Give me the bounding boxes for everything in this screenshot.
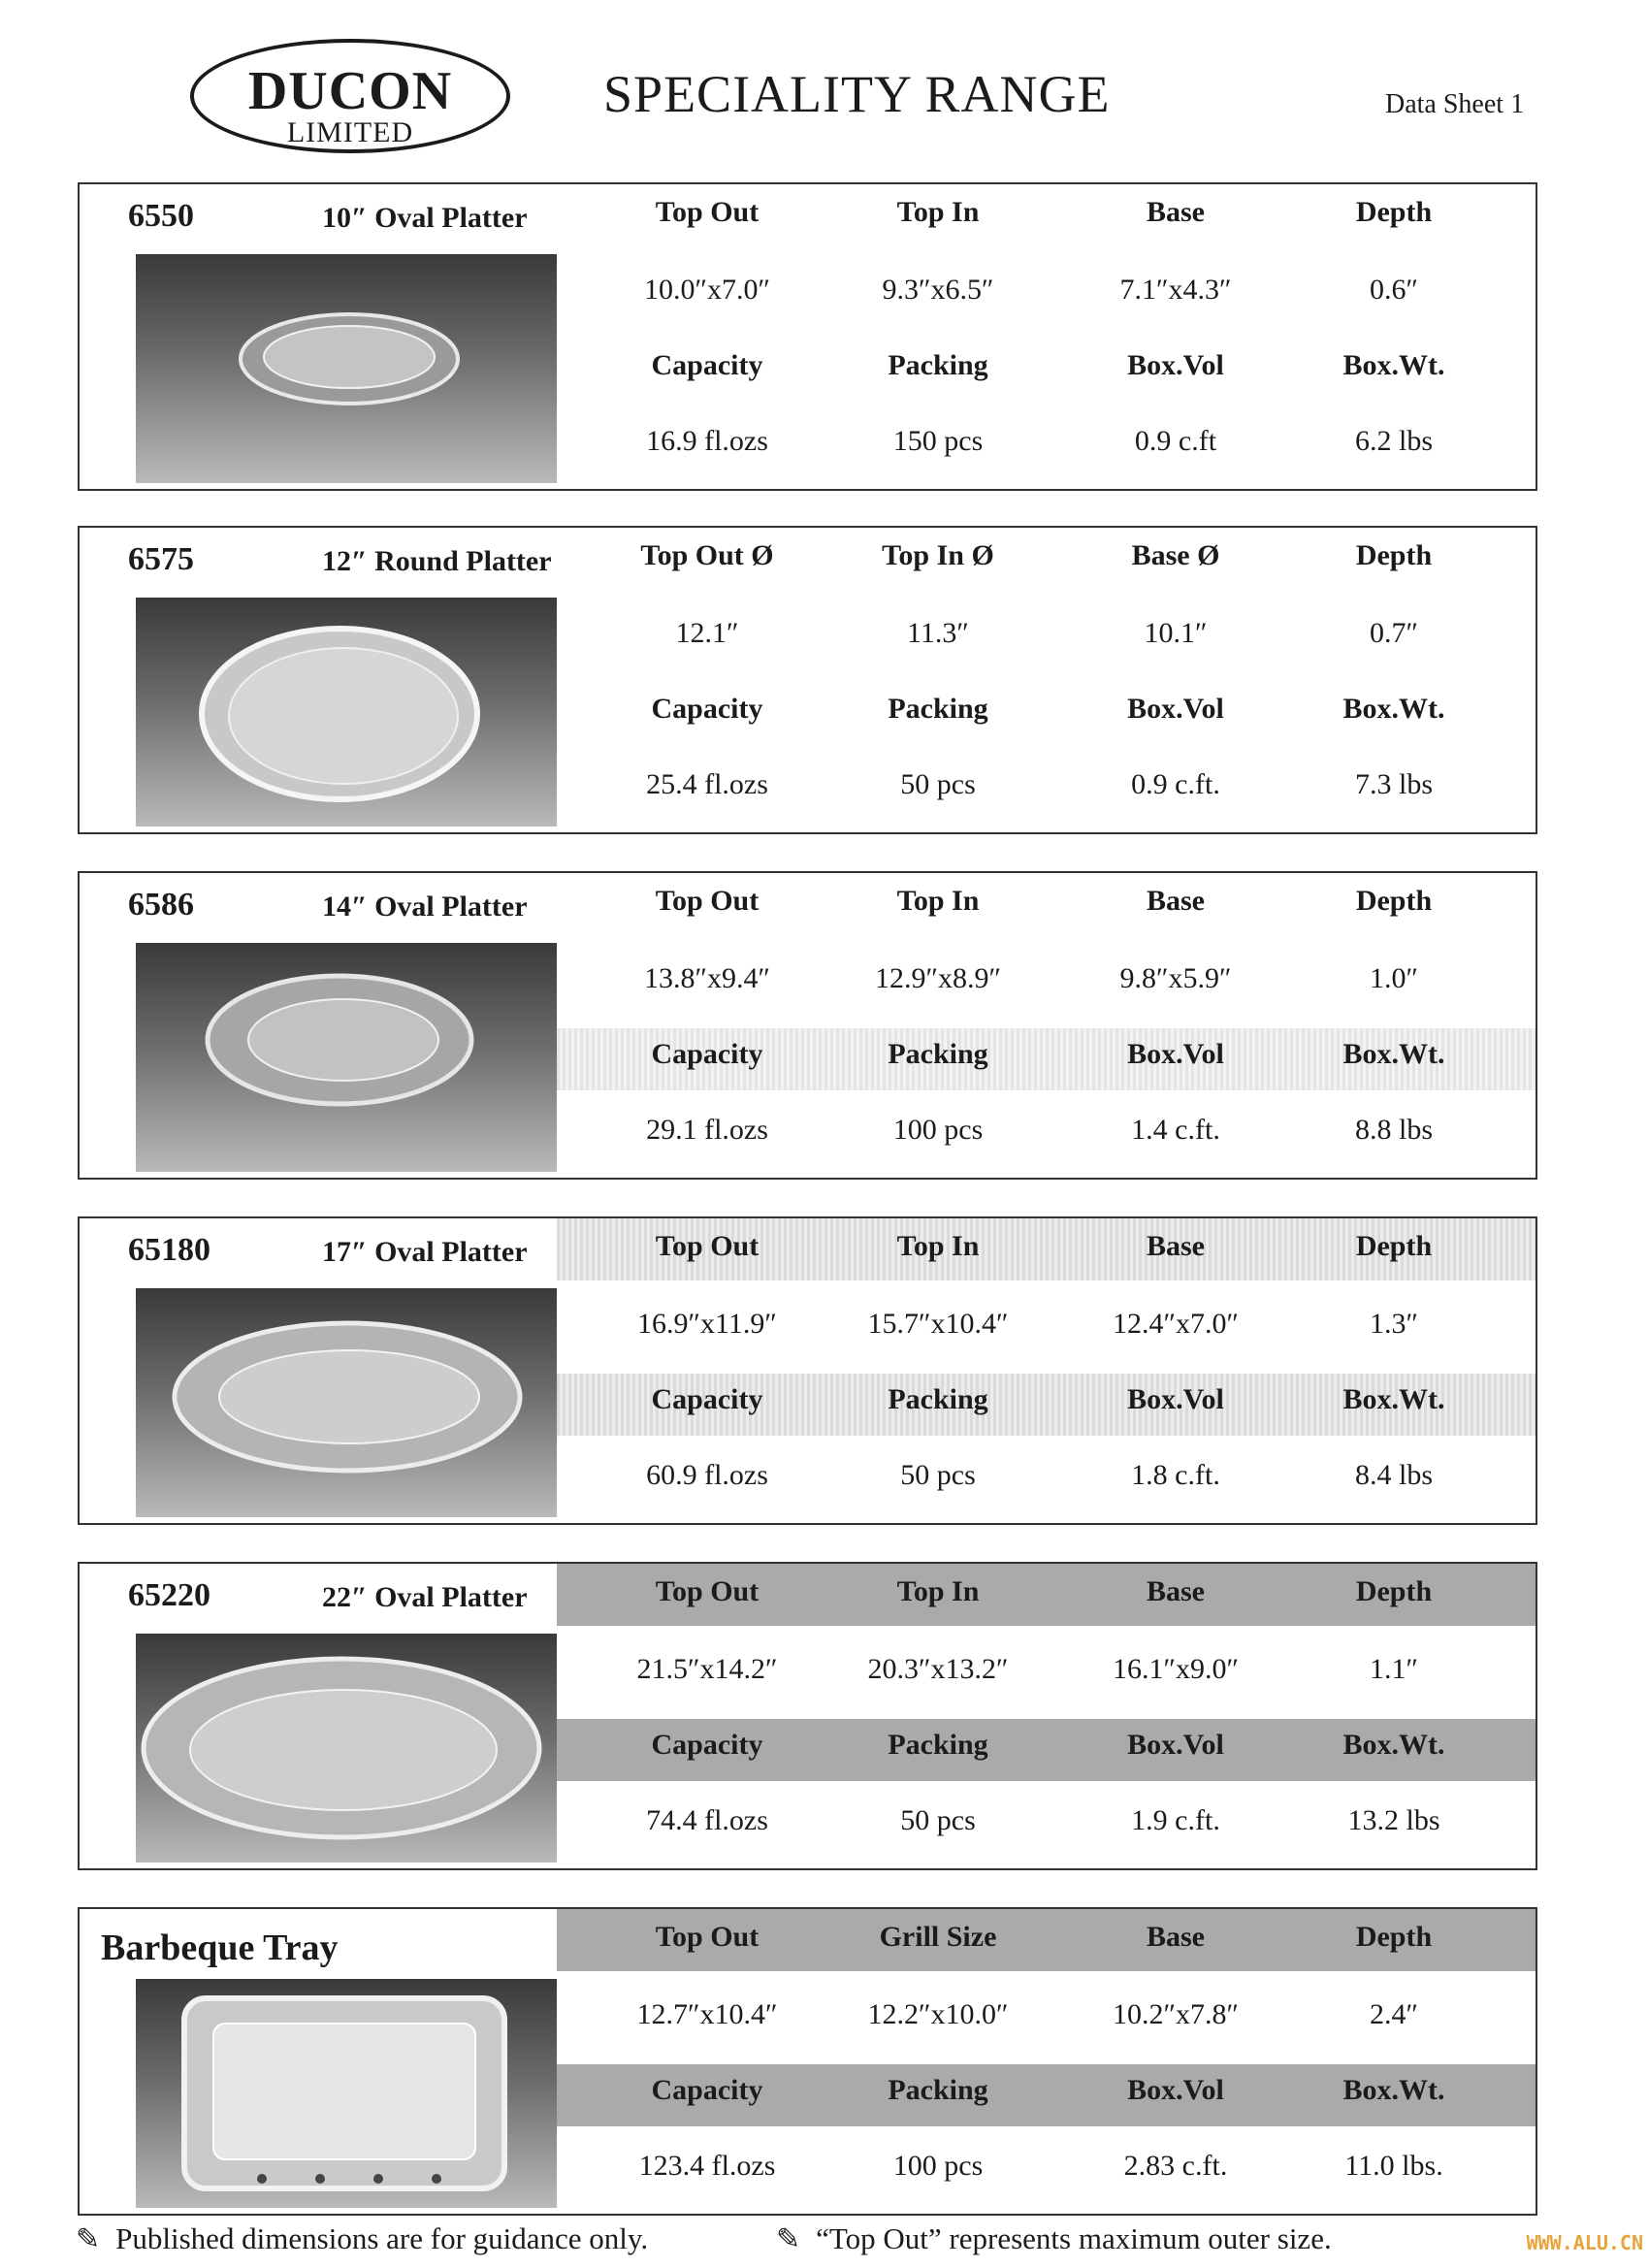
spec-header: Top Out (655, 885, 760, 917)
product-photo (136, 1634, 557, 1863)
spec-header: Box.Wt. (1342, 1729, 1445, 1761)
spec-value: 150 pcs (892, 425, 984, 457)
spec-value: 11.0 lbs. (1344, 2150, 1443, 2182)
spec-header: Top Out Ø (640, 539, 774, 571)
spec-header: Capacity (651, 349, 763, 381)
spec-header: Box.Wt. (1342, 349, 1445, 381)
product-block-barbeque-tray (78, 1907, 1537, 2216)
spec-value: 13.2 lbs (1347, 1804, 1440, 1836)
spec-header: Top Out (655, 1230, 760, 1262)
round-platter-image (136, 598, 557, 826)
spec-header: Base (1147, 1921, 1205, 1953)
spec-value: 12.7″x10.4″ (636, 1998, 778, 2030)
footer-note-text: Published dimensions are for guidance only. (115, 2221, 649, 2255)
spec-header: Box.Wt. (1342, 1383, 1445, 1415)
spec-value: 123.4 fl.ozs (638, 2150, 776, 2182)
spec-header: Box.Vol (1127, 693, 1224, 725)
product-photo (136, 943, 557, 1172)
spec-value: 8.4 lbs (1354, 1459, 1433, 1491)
spec-header: Grill Size (879, 1921, 997, 1953)
spec-header: Top Out (655, 1575, 760, 1607)
spec-value: 12.4″x7.0″ (1113, 1308, 1239, 1340)
spec-value: 10.1″ (1144, 617, 1208, 649)
product-photo (136, 1979, 557, 2208)
spec-header: Depth (1355, 1921, 1433, 1953)
oval-platter-image (136, 1288, 557, 1517)
product-block-6550 (78, 182, 1537, 491)
watermark: WWW.ALU.CN (1526, 2231, 1643, 2254)
spec-value: 50 pcs (900, 768, 976, 800)
spec-header: Box.Wt. (1342, 1038, 1445, 1070)
product-name: 22″ Oval Platter (322, 1581, 528, 1613)
product-code: 65180 (128, 1232, 210, 1268)
spec-header: Capacity (651, 693, 763, 725)
oval-platter-image (136, 943, 557, 1172)
product-name: 14″ Oval Platter (322, 891, 528, 923)
spec-header: Top In (896, 885, 980, 917)
spec-value: 2.4″ (1370, 1998, 1418, 2030)
spec-header: Packing (888, 1383, 988, 1415)
product-block-65220 (78, 1562, 1537, 1870)
spec-header: Capacity (651, 1383, 763, 1415)
spec-value: 11.3″ (907, 617, 969, 649)
spec-header: Depth (1355, 1575, 1433, 1607)
spec-value: 16.9″x11.9″ (637, 1308, 777, 1340)
page-title: SPECIALITY RANGE (603, 65, 1111, 123)
spec-value: 29.1 fl.ozs (646, 1114, 768, 1146)
spec-header: Top Out (655, 1921, 760, 1953)
product-name: 10″ Oval Platter (322, 202, 528, 234)
spec-header: Packing (888, 1038, 988, 1070)
spec-value: 12.1″ (675, 617, 739, 649)
spec-value: 100 pcs (892, 2150, 984, 2182)
footer-note-guidance (76, 2221, 648, 2256)
spec-value: 7.3 lbs (1354, 768, 1433, 800)
footer-note-top-out (776, 2221, 1332, 2256)
product-photo (136, 254, 557, 483)
spec-value: 1.0″ (1370, 962, 1418, 994)
ducon-logo (190, 39, 510, 153)
spec-value: 50 pcs (900, 1804, 976, 1836)
product-code: 65220 (128, 1577, 210, 1613)
spec-value: 10.0″x7.0″ (644, 274, 770, 306)
spec-header: Box.Vol (1127, 1729, 1224, 1761)
spec-value: 74.4 fl.ozs (646, 1804, 768, 1836)
spec-value: 13.8″x9.4″ (644, 962, 770, 994)
spec-header: Base (1147, 885, 1205, 917)
spec-header: Box.Vol (1127, 349, 1224, 381)
spec-value: 0.9 c.ft (1134, 425, 1217, 457)
product-name: 17″ Oval Platter (322, 1236, 528, 1268)
product-code: 6586 (128, 887, 194, 923)
spec-header: Top In (896, 196, 980, 228)
spec-value: 25.4 fl.ozs (646, 768, 768, 800)
spec-value: 10.2″x7.8″ (1113, 1998, 1239, 2030)
spec-value: 16.1″x9.0″ (1113, 1653, 1239, 1685)
product-block-65180 (78, 1216, 1537, 1525)
product-name: Barbeque Tray (101, 1928, 339, 1968)
spec-value: 1.1″ (1370, 1653, 1418, 1685)
spec-header: Top In (896, 1230, 980, 1262)
spec-header: Depth (1355, 885, 1433, 917)
product-photo (136, 598, 557, 826)
spec-header: Top In (896, 1575, 980, 1607)
spec-value: 0.9 c.ft. (1131, 768, 1220, 800)
spec-header: Base Ø (1131, 539, 1220, 571)
spec-value: 21.5″x14.2″ (636, 1653, 778, 1685)
spec-value: 9.3″x6.5″ (882, 274, 994, 306)
logo-sub-text: LIMITED (286, 116, 414, 148)
spec-header: Packing (888, 1729, 988, 1761)
spec-header: Box.Wt. (1342, 693, 1445, 725)
spec-value: 7.1″x4.3″ (1119, 274, 1232, 306)
spec-header: Base (1147, 1230, 1205, 1262)
spec-value: 0.7″ (1370, 617, 1418, 649)
spec-value: 0.6″ (1370, 274, 1418, 306)
spec-value: 9.8″x5.9″ (1119, 962, 1232, 994)
spec-value: 12.9″x8.9″ (875, 962, 1001, 994)
product-block-6575 (78, 526, 1537, 834)
sheet-number: Data Sheet 1 (1385, 89, 1525, 119)
spec-header: Capacity (651, 1038, 763, 1070)
spec-header: Packing (888, 693, 988, 725)
product-name: 12″ Round Platter (322, 545, 552, 577)
spec-value: 100 pcs (892, 1114, 984, 1146)
pencil-icon: ✎ (776, 2223, 801, 2255)
spec-header: Box.Vol (1127, 1383, 1224, 1415)
spec-value: 1.9 c.ft. (1131, 1804, 1220, 1836)
spec-header: Box.Vol (1127, 2074, 1224, 2106)
spec-value: 50 pcs (900, 1459, 976, 1491)
spec-header: Depth (1355, 196, 1433, 228)
spec-header: Box.Wt. (1342, 2074, 1445, 2106)
spec-header: Base (1147, 196, 1205, 228)
spec-value: 1.4 c.ft. (1131, 1114, 1220, 1146)
spec-header: Capacity (651, 1729, 763, 1761)
spec-value: 60.9 fl.ozs (646, 1459, 768, 1491)
spec-header: Top Out (655, 196, 760, 228)
spec-header: Depth (1355, 539, 1433, 571)
spec-value: 12.2″x10.0″ (867, 1998, 1009, 2030)
product-photo (136, 1288, 557, 1517)
spec-header: Base (1147, 1575, 1205, 1607)
spec-value: 2.83 c.ft. (1123, 2150, 1228, 2182)
spec-header: Capacity (651, 2074, 763, 2106)
logo-main-text: DUCON (247, 61, 453, 121)
product-code: 6575 (128, 541, 194, 577)
spec-value: 8.8 lbs (1354, 1114, 1433, 1146)
product-block-6586 (78, 871, 1537, 1180)
spec-value: 1.8 c.ft. (1131, 1459, 1220, 1491)
product-code: 6550 (128, 198, 194, 234)
spec-header: Top In Ø (882, 539, 994, 571)
spec-header: Packing (888, 2074, 988, 2106)
spec-value: 16.9 fl.ozs (646, 425, 768, 457)
spec-header: Depth (1355, 1230, 1433, 1262)
footer-note-text: “Top Out” represents maximum outer size. (816, 2221, 1332, 2255)
oval-platter-image (136, 254, 557, 483)
spec-header: Packing (888, 349, 988, 381)
oval-platter-image (136, 1634, 557, 1863)
spec-header: Box.Vol (1127, 1038, 1224, 1070)
spec-value: 1.3″ (1370, 1308, 1418, 1340)
spec-value: 20.3″x13.2″ (867, 1653, 1009, 1685)
spec-value: 6.2 lbs (1354, 425, 1433, 457)
spec-value: 15.7″x10.4″ (867, 1308, 1009, 1340)
pencil-icon: ✎ (76, 2223, 101, 2255)
barbeque-tray-image (136, 1979, 557, 2208)
